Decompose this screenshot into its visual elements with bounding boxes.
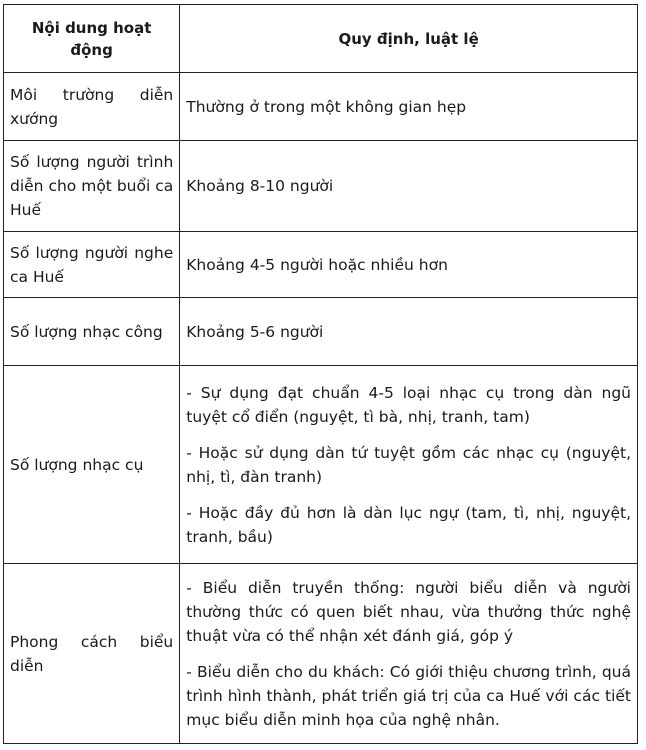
rules-table <box>3 4 638 744</box>
table-row <box>4 366 638 564</box>
rule-text: Khoảng 8-10 người <box>186 177 334 195</box>
rule-text: Thường ở trong một không gian hẹp <box>186 97 467 116</box>
table-header-row <box>4 5 638 73</box>
row-rules <box>180 366 638 564</box>
rule-bullet: - Sự dụng đạt chuẩn 4-5 loại nhạc cụ trong dàn ngũ tuyệt cổ điển (nguyệt, tì bà, nhị, tranh, tam) <box>186 383 631 426</box>
row-content: Số lượng người trình diễn cho một buổi ca Huế <box>4 141 180 232</box>
row-rules <box>180 564 638 744</box>
header-content: Nội dung hoạt động <box>4 5 180 73</box>
row-rules <box>180 232 638 298</box>
rule-text: Khoảng 4-5 người hoặc nhiều hơn <box>186 255 448 274</box>
rule-bullet: - Hoặc đầy đủ hơn là dàn lục ngự (tam, tì, nhị, nguyệt, tranh, bầu) <box>186 503 631 546</box>
table-row <box>4 564 638 744</box>
table-row <box>4 232 638 298</box>
row-rules <box>180 73 638 141</box>
row-content: Số lượng người nghe ca Huế <box>4 232 180 298</box>
table-row <box>4 73 638 141</box>
rule-text: Khoảng 5-6 người <box>186 322 324 341</box>
header-rules: Quy định, luật lệ <box>180 5 638 73</box>
table-row <box>4 298 638 366</box>
row-rules <box>180 141 638 232</box>
rule-bullet: - Biểu diễn truyền thống: người biểu diễn và người thường thức có quen biết nhau, vừa thưởng thức nghệ thuật vừa có thể nhận xét đánh giá, góp ý <box>186 578 631 645</box>
row-content: Số lượng nhạc cụ <box>4 366 180 564</box>
row-content: Môi trường diễn xướng <box>4 73 180 141</box>
row-content: Phong cách biểu diễn <box>4 564 180 744</box>
rule-bullet: - Hoặc sử dụng dàn tứ tuyệt gồm các nhạc cụ (nguyệt, nhị, tì, đàn tranh) <box>186 443 631 486</box>
row-rules <box>180 298 638 366</box>
table-row <box>4 141 638 232</box>
rule-bullet: - Biểu diễn cho du khách: Có giới thiệu chương trình, quá trình hình thành, phát triển giá trị của ca Huế với các tiết mục biểu diễn minh họa của nghệ nhân. <box>186 662 631 729</box>
row-content: Số lượng nhạc công <box>4 298 180 366</box>
